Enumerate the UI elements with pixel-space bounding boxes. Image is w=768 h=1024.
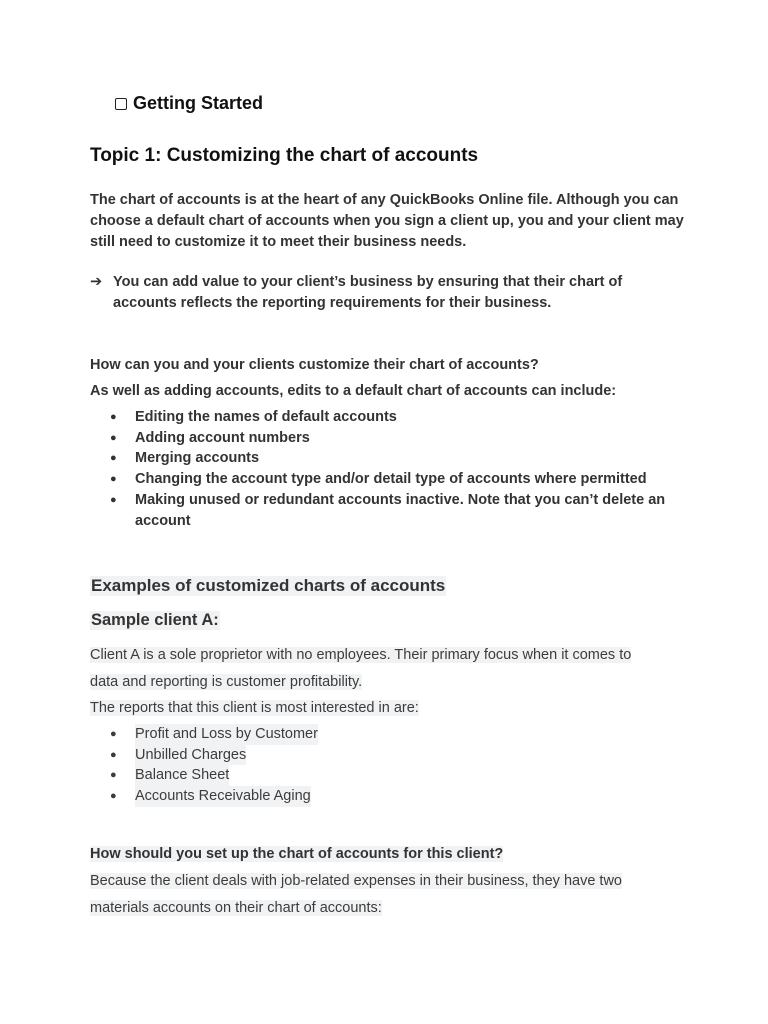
bullet-icon: ●: [110, 431, 117, 444]
list-item: ● Adding account numbers: [110, 428, 680, 449]
list-item: ● Changing the account type and/or detail type of accounts where permitted: [110, 469, 680, 490]
client-a-heading: Sample client A:: [91, 611, 219, 629]
checkbox-icon[interactable]: [115, 98, 127, 110]
bullet-icon: ●: [110, 748, 117, 761]
description-line: Client A is a sole proprietor with no employees. Their primary focus when it comes to: [90, 647, 632, 663]
description-line: data and reporting is customer profitability.: [90, 673, 363, 690]
list-item: ● Making unused or redundant accounts inactive. Note that you can’t delete an account: [110, 490, 680, 531]
bullet-icon: ●: [110, 728, 117, 740]
topic-title: Topic 1: Customizing the chart of accounts: [90, 145, 479, 166]
client-a-description: [90, 642, 690, 695]
getting-started-label: Getting Started: [133, 93, 264, 113]
getting-started-checklist-item[interactable]: [115, 93, 263, 114]
list-item: ● Merging accounts: [110, 448, 680, 469]
examples-heading: Examples of customized charts of accounts: [91, 576, 446, 595]
bullet-icon: ●: [110, 452, 117, 465]
reports-lead: The reports that this client is most interested in are:: [90, 700, 419, 716]
answer-line: materials accounts on their chart of accounts:: [90, 899, 382, 916]
bullet-icon: ●: [110, 493, 117, 506]
setup-answer: [90, 868, 690, 921]
customize-lead: As well as adding accounts, edits to a default chart of accounts can include:: [90, 383, 617, 399]
list-item: ● Accounts Receivable Aging: [110, 786, 318, 807]
reports-list: [110, 724, 318, 807]
answer-line: Because the client deals with job-related expenses in their business, they have two: [90, 873, 622, 889]
list-item: ● Unbilled Charges: [110, 745, 318, 766]
list-item: ● Editing the names of default accounts: [110, 407, 680, 428]
customize-question: How can you and your clients customize their chart of accounts?: [90, 357, 539, 373]
bullet-icon: ●: [110, 769, 117, 782]
customization-list: [110, 407, 680, 531]
bullet-icon: ●: [110, 790, 117, 803]
bullet-icon: ●: [110, 473, 117, 486]
list-item: ● Profit and Loss by Customer: [110, 724, 318, 745]
arrow-note: [90, 272, 670, 314]
arrow-note-text: You can add value to your client’s business by ensuring that their chart of accounts reflects the reporting requirements for their business.: [113, 274, 623, 311]
list-item: ● Balance Sheet: [110, 765, 318, 786]
arrow-right-icon: ➔: [90, 274, 103, 290]
bullet-icon: ●: [110, 411, 117, 423]
intro-paragraph: The chart of accounts is at the heart of any QuickBooks Online file. Although you can choose a default chart of accounts when you sign a client up, you and your client may still need to customize it to meet their business needs.: [90, 192, 684, 250]
setup-question: How should you set up the chart of accounts for this client?: [90, 846, 504, 862]
